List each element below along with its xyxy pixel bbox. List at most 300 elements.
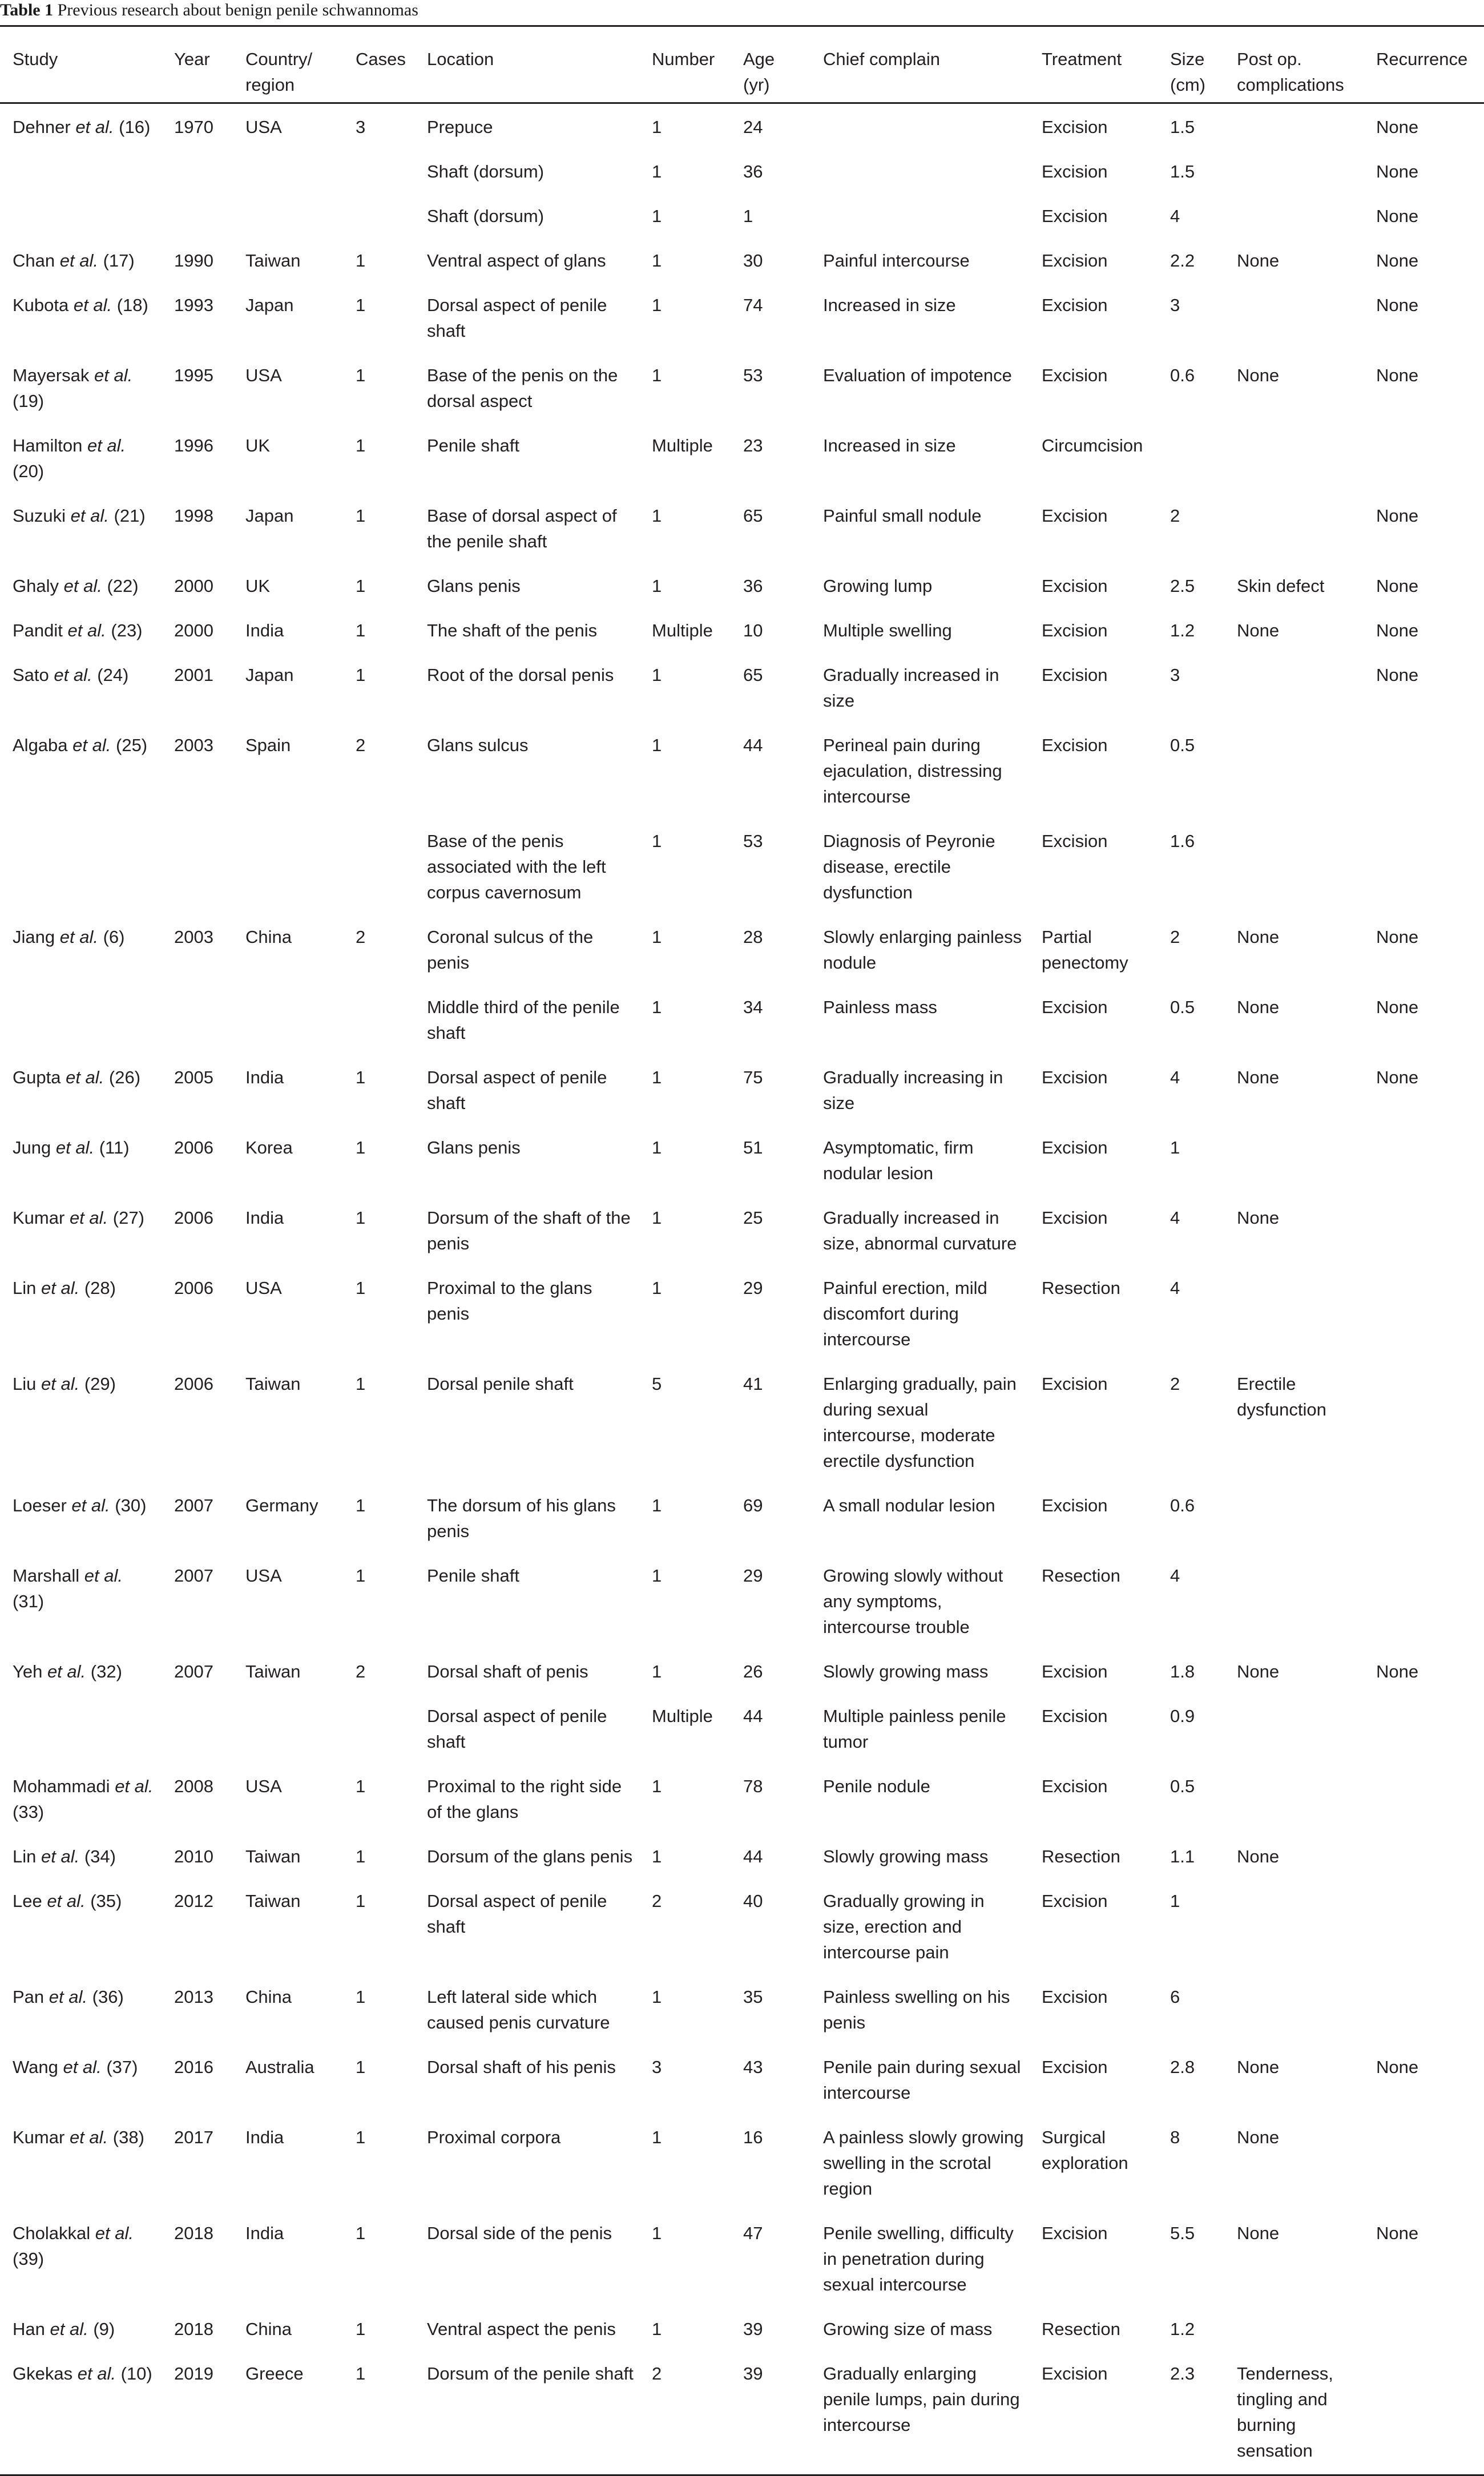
cell-cases: 1 (356, 1846, 366, 1866)
cell-country: China (245, 1987, 292, 2007)
cell-recurrence (1364, 1695, 1484, 1765)
cell-number: 1 (652, 1067, 662, 1087)
cell-year: 2007 (174, 1566, 213, 1586)
cell-year: 2013 (174, 1987, 213, 2007)
cell-country: Taiwan (245, 1846, 301, 1866)
study-et-al: et al. (41, 1278, 80, 1298)
cell-complaint: Enlarging gradually, pain during sexual intercourse, moderate erectile dysfunction (823, 1374, 1017, 1471)
cell-age: 39 (743, 2364, 763, 2384)
cell-study (0, 495, 162, 565)
cell-age: 43 (743, 2057, 763, 2077)
cell-complications: Tenderness, tingling and burning sensation (1237, 2364, 1333, 2461)
study-et-al: et al. (71, 1495, 110, 1515)
table-row (0, 2308, 1484, 2353)
study-ref: (29) (84, 1374, 116, 1394)
cell-complaint: Growing lump (823, 576, 933, 596)
cell-study (0, 1363, 162, 1485)
cell-complications: None (1237, 927, 1280, 947)
table-row (0, 354, 1484, 425)
cell-recurrence: None (1376, 295, 1419, 315)
cell-treatment: Resection (1042, 1566, 1120, 1586)
cell-country: India (245, 2127, 284, 2147)
cell-size: 4 (1170, 1067, 1180, 1087)
cell-complaint: Asymptomatic, firm nodular lesion (823, 1138, 974, 1183)
study-ref: (24) (97, 665, 129, 685)
study-author: Suzuki (13, 506, 66, 526)
column-header: Size (cm) (1158, 26, 1224, 103)
study-et-al: et al. (72, 735, 111, 755)
cell-complications (1224, 820, 1364, 916)
cell-study (0, 240, 162, 284)
cell-year: 2003 (174, 735, 213, 755)
cell-study (0, 2046, 162, 2116)
cell-study (0, 1651, 162, 1695)
cell-country: USA (245, 1776, 282, 1796)
cell-location: Penile shaft (427, 1566, 519, 1586)
cell-cases: 1 (356, 576, 366, 596)
cell-age: 44 (743, 1706, 763, 1726)
cell-size: 1.2 (1170, 620, 1195, 640)
study-et-al: et al. (49, 1987, 88, 2007)
cell-treatment: Partial penectomy (1042, 927, 1128, 973)
study-author: Dehner (13, 117, 71, 137)
cell-study (0, 195, 162, 240)
cell-size: 0.5 (1170, 997, 1195, 1017)
study-ref: (16) (119, 117, 151, 137)
cell-treatment: Excision (1042, 251, 1108, 271)
cell-number: 1 (652, 365, 662, 385)
cell-study (0, 1485, 162, 1555)
cell-size: 2 (1170, 506, 1180, 526)
table-row (0, 495, 1484, 565)
study-author: Liu (13, 1374, 37, 1394)
cell-size: 0.6 (1170, 1495, 1195, 1515)
cell-number: 1 (652, 576, 662, 596)
cell-number: Multiple (652, 435, 713, 455)
cell-study (0, 2308, 162, 2353)
cell-complaint: Gradually growing in size, erection and intercourse pain (823, 1891, 985, 1962)
cell-size: 4 (1170, 1278, 1180, 1298)
cell-country (233, 986, 343, 1056)
study-et-al: et al. (55, 1138, 95, 1158)
cell-study (0, 1555, 162, 1651)
cell-year (162, 195, 233, 240)
cell-location: Glans penis (427, 576, 521, 596)
cell-treatment: Excision (1042, 2057, 1108, 2077)
cell-year: 2006 (174, 1138, 213, 1158)
cell-recurrence: None (1376, 1662, 1419, 1681)
cell-number: 1 (652, 251, 662, 271)
cell-cases (343, 1695, 414, 1765)
cell-treatment: Excision (1042, 1776, 1108, 1796)
cell-cases: 1 (356, 1776, 366, 1796)
cell-cases: 1 (356, 2127, 366, 2147)
cell-complaint: Increased in size (823, 435, 956, 455)
cell-recurrence (1364, 1765, 1484, 1836)
cell-complications (1224, 1127, 1364, 1197)
table-row (0, 284, 1484, 354)
table-body (0, 103, 1484, 2475)
cell-complications (1224, 1695, 1364, 1765)
cell-location: Penile shaft (427, 435, 519, 455)
cell-location: Base of the penis associated with the left corpus cavernosum (427, 831, 606, 902)
cell-cases: 2 (356, 1662, 366, 1681)
cell-size: 2.2 (1170, 251, 1195, 271)
cell-recurrence: None (1376, 117, 1419, 137)
cell-study (0, 1267, 162, 1363)
cell-cases: 1 (356, 2319, 366, 2339)
cell-location: Dorsal aspect of penile shaft (427, 1706, 607, 1752)
cell-number: 1 (652, 1278, 662, 1298)
cell-treatment: Excision (1042, 831, 1108, 851)
cell-age: 65 (743, 665, 763, 685)
cell-number: 1 (652, 1662, 662, 1681)
cell-size: 4 (1170, 1208, 1180, 1228)
study-author: Jiang (13, 927, 55, 947)
cell-recurrence (1364, 1267, 1484, 1363)
cell-treatment: Circumcision (1042, 435, 1143, 455)
cell-size: 3 (1170, 295, 1180, 315)
cell-number: 1 (652, 665, 662, 685)
cell-number: 1 (652, 997, 662, 1017)
cell-country: USA (245, 117, 282, 137)
cell-age: 74 (743, 295, 763, 315)
cell-complications: None (1237, 1208, 1280, 1228)
cell-number: 1 (652, 1138, 662, 1158)
cell-year (162, 1695, 233, 1765)
cell-country: Taiwan (245, 1662, 301, 1681)
cell-location: The shaft of the penis (427, 620, 598, 640)
cell-year: 2007 (174, 1495, 213, 1515)
cell-recurrence: None (1376, 206, 1419, 226)
cell-year (162, 820, 233, 916)
cell-size: 1.8 (1170, 1662, 1195, 1681)
cell-complications (1224, 1267, 1364, 1363)
cell-age: 35 (743, 1987, 763, 2007)
cell-size: 0.5 (1170, 1776, 1195, 1796)
study-author: Lin (13, 1278, 37, 1298)
table-row (0, 565, 1484, 610)
cell-study (0, 565, 162, 610)
column-header: Number (639, 26, 731, 103)
table-row (0, 610, 1484, 654)
cell-location: Ventral aspect the penis (427, 2319, 616, 2339)
cell-size: 4 (1170, 1566, 1180, 1586)
study-ref: (39) (13, 2249, 45, 2269)
table-row (0, 195, 1484, 240)
cell-country: India (245, 1208, 284, 1228)
cell-age: 40 (743, 1891, 763, 1911)
study-et-al: et al. (41, 1374, 80, 1394)
study-et-al: et al. (73, 295, 112, 315)
cell-recurrence (1364, 1555, 1484, 1651)
cell-year: 1993 (174, 295, 213, 315)
column-header: Year (162, 26, 233, 103)
cell-age: 75 (743, 1067, 763, 1087)
study-ref: (36) (92, 1987, 124, 2007)
cell-complications: Erectile dysfunction (1237, 1374, 1326, 1420)
study-et-al: et al. (75, 117, 114, 137)
cell-treatment: Excision (1042, 1706, 1108, 1726)
cell-location: Dorsal aspect of penile shaft (427, 1067, 607, 1113)
cell-size: 6 (1170, 1987, 1180, 2007)
cell-complications: None (1237, 2057, 1280, 2077)
cell-complaint: Slowly growing mass (823, 1662, 989, 1681)
cell-country (233, 151, 343, 195)
cell-age: 44 (743, 1846, 763, 1866)
cell-recurrence (1364, 724, 1484, 820)
cell-complaint (810, 103, 1029, 151)
cell-study (0, 916, 162, 986)
study-ref: (32) (90, 1662, 122, 1681)
cell-country: China (245, 2319, 292, 2339)
cell-number: 5 (652, 1374, 662, 1394)
cell-recurrence: None (1376, 2223, 1419, 2243)
cell-recurrence (1364, 1485, 1484, 1555)
cell-year: 2000 (174, 576, 213, 596)
cell-number: 1 (652, 927, 662, 947)
cell-cases: 1 (356, 1208, 366, 1228)
cell-location: Coronal sulcus of the penis (427, 927, 594, 973)
cell-cases: 1 (356, 1495, 366, 1515)
cell-complications (1224, 1555, 1364, 1651)
cell-number: 1 (652, 162, 662, 182)
cell-recurrence: None (1376, 665, 1419, 685)
cell-location: Base of the penis on the dorsal aspect (427, 365, 618, 411)
study-author: Pandit (13, 620, 63, 640)
cell-study (0, 103, 162, 151)
cell-study (0, 2353, 162, 2475)
table-header (0, 26, 1484, 103)
cell-number: 1 (652, 1776, 662, 1796)
cell-recurrence: None (1376, 506, 1419, 526)
study-author: Han (13, 2319, 45, 2339)
cell-recurrence: None (1376, 162, 1419, 182)
cell-number: 2 (652, 1891, 662, 1911)
cell-treatment: Excision (1042, 365, 1108, 385)
study-author: Jung (13, 1138, 51, 1158)
cell-country: UK (245, 435, 271, 455)
cell-country: Taiwan (245, 1891, 301, 1911)
study-ref: (27) (112, 1208, 144, 1228)
cell-complications: None (1237, 1067, 1280, 1087)
cell-complications (1224, 654, 1364, 724)
cell-complaint: Gradually enlarging penile lumps, pain during intercourse (823, 2364, 1020, 2435)
study-author: Kumar (13, 2127, 65, 2147)
study-ref: (10) (120, 2364, 152, 2384)
cell-complaint: Multiple swelling (823, 620, 952, 640)
cell-size: 1.5 (1170, 162, 1195, 182)
study-author: Ghaly (13, 576, 59, 596)
cell-complaint: Gradually increasing in size (823, 1067, 1003, 1113)
cell-age: 78 (743, 1776, 763, 1796)
cell-recurrence (1364, 820, 1484, 916)
study-author: Mayersak (13, 365, 90, 385)
cell-recurrence (1364, 1976, 1484, 2046)
study-et-al: et al. (59, 927, 98, 947)
cell-complaint: Painful erection, mild discomfort during intercourse (823, 1278, 987, 1349)
cell-size: 2.5 (1170, 576, 1195, 596)
cell-country: Spain (245, 735, 291, 755)
study-ref: (38) (112, 2127, 144, 2147)
study-ref: (26) (108, 1067, 141, 1087)
cell-study (0, 986, 162, 1056)
cell-treatment: Excision (1042, 1138, 1108, 1158)
study-author: Kumar (13, 1208, 65, 1228)
table-row (0, 2212, 1484, 2308)
cell-recurrence (1364, 2308, 1484, 2353)
cell-location: Middle third of the penile shaft (427, 997, 620, 1043)
study-ref: (17) (103, 251, 135, 271)
column-header: Treatment (1029, 26, 1158, 103)
cell-country: Japan (245, 295, 294, 315)
study-et-al: et al. (50, 2319, 88, 2339)
table-row (0, 1485, 1484, 1555)
cell-complaint: Gradually increased in size, abnormal curvature (823, 1208, 1017, 1253)
cell-year: 2006 (174, 1374, 213, 1394)
cell-country: China (245, 927, 292, 947)
study-author: Hamilton (13, 435, 83, 455)
cell-size: 1.1 (1170, 1846, 1195, 1866)
cell-complications: None (1237, 2127, 1280, 2147)
cell-size (1158, 425, 1224, 495)
cell-cases: 2 (356, 927, 366, 947)
study-author: Lee (13, 1891, 42, 1911)
table-row (0, 1363, 1484, 1485)
study-ref: (34) (84, 1846, 116, 1866)
cell-recurrence: None (1376, 1067, 1419, 1087)
study-ref: (22) (107, 576, 139, 596)
study-author: Mohammadi (13, 1776, 110, 1796)
cell-treatment: Excision (1042, 506, 1108, 526)
study-et-al: et al. (95, 2223, 134, 2243)
study-ref: (35) (90, 1891, 122, 1911)
cell-complaint: Painless swelling on his penis (823, 1987, 1010, 2033)
cell-complaint: Gradually increased in size (823, 665, 999, 711)
cell-age: 10 (743, 620, 763, 640)
study-ref: (30) (115, 1495, 147, 1515)
cell-complaint: Growing slowly without any symptoms, intercourse trouble (823, 1566, 1003, 1637)
cell-cases: 1 (356, 1891, 366, 1911)
cell-year: 2005 (174, 1067, 213, 1087)
cell-number: 1 (652, 117, 662, 137)
cell-location: Dorsum of the glans penis (427, 1846, 633, 1866)
cell-country (233, 195, 343, 240)
cell-year: 2018 (174, 2319, 213, 2339)
cell-complications (1224, 284, 1364, 354)
cell-treatment: Excision (1042, 735, 1108, 755)
cell-recurrence: None (1376, 2057, 1419, 2077)
table-row (0, 986, 1484, 1056)
cell-country: Greece (245, 2364, 304, 2384)
study-et-al: et al. (115, 1776, 154, 1796)
cell-country: Korea (245, 1138, 293, 1158)
cell-complications: None (1237, 2223, 1280, 2243)
study-author: Chan (13, 251, 55, 271)
cell-study (0, 151, 162, 195)
study-ref: (25) (116, 735, 148, 755)
cell-year: 1990 (174, 251, 213, 271)
cell-location: Shaft (dorsum) (427, 162, 545, 182)
cell-cases (343, 986, 414, 1056)
cell-complaint (810, 151, 1029, 195)
cell-age: 26 (743, 1662, 763, 1681)
cell-treatment: Excision (1042, 1987, 1108, 2007)
table-row (0, 916, 1484, 986)
cell-treatment: Resection (1042, 1846, 1120, 1866)
cell-treatment: Excision (1042, 997, 1108, 1017)
study-ref: (11) (99, 1138, 130, 1158)
cell-number: 1 (652, 1846, 662, 1866)
cell-complaint: Penile pain during sexual intercourse (823, 2057, 1021, 2103)
cell-age: 29 (743, 1278, 763, 1298)
study-author: Sato (13, 665, 49, 685)
cell-treatment: Excision (1042, 1208, 1108, 1228)
cell-study (0, 354, 162, 425)
cell-size: 2.8 (1170, 2057, 1195, 2077)
cell-country: Australia (245, 2057, 314, 2077)
cell-year: 2012 (174, 1891, 213, 1911)
cell-size: 0.5 (1170, 735, 1195, 755)
cell-complications: None (1237, 251, 1280, 271)
cell-complications (1224, 195, 1364, 240)
cell-recurrence (1364, 1363, 1484, 1485)
cell-cases: 1 (356, 1278, 366, 1298)
study-ref: (28) (84, 1278, 116, 1298)
cell-location: Dorsal side of the penis (427, 2223, 612, 2243)
cell-location: Dorsal shaft of his penis (427, 2057, 616, 2077)
cell-complications (1224, 1485, 1364, 1555)
cell-recurrence (1364, 1197, 1484, 1267)
cell-complications: None (1237, 620, 1280, 640)
table-row (0, 1555, 1484, 1651)
cell-complaint: Painful small nodule (823, 506, 982, 526)
cell-year: 2019 (174, 2364, 213, 2384)
cell-location: Left lateral side which caused penis curvature (427, 1987, 610, 2033)
cell-treatment: Excision (1042, 2364, 1108, 2384)
cell-cases (343, 195, 414, 240)
table-row (0, 2046, 1484, 2116)
cell-age: 29 (743, 1566, 763, 1586)
cell-recurrence (1364, 2116, 1484, 2212)
cell-treatment: Surgical exploration (1042, 2127, 1128, 2173)
cell-size: 0.6 (1170, 365, 1195, 385)
cell-study (0, 1976, 162, 2046)
cell-location: Dorsal aspect of penile shaft (427, 295, 607, 341)
cell-cases: 1 (356, 665, 366, 685)
cell-treatment: Excision (1042, 1495, 1108, 1515)
cell-location: Dorsum of the penile shaft (427, 2364, 634, 2384)
cell-complaint: Painless mass (823, 997, 937, 1017)
cell-location: Dorsal shaft of penis (427, 1662, 588, 1681)
table-row (0, 1765, 1484, 1836)
cell-country: India (245, 1067, 284, 1087)
cell-age: 30 (743, 251, 763, 271)
cell-country: USA (245, 1278, 282, 1298)
cell-study (0, 1056, 162, 1127)
study-ref: (6) (103, 927, 125, 947)
table-row (0, 103, 1484, 151)
cell-location: Proximal corpora (427, 2127, 561, 2147)
cell-location: Proximal to the glans penis (427, 1278, 592, 1324)
cell-number: 1 (652, 1566, 662, 1586)
table-row (0, 654, 1484, 724)
cell-number: 1 (652, 506, 662, 526)
cell-size: 2 (1170, 927, 1180, 947)
cell-location: Ventral aspect of glans (427, 251, 606, 271)
cell-number: Multiple (652, 620, 713, 640)
cell-recurrence: None (1376, 576, 1419, 596)
